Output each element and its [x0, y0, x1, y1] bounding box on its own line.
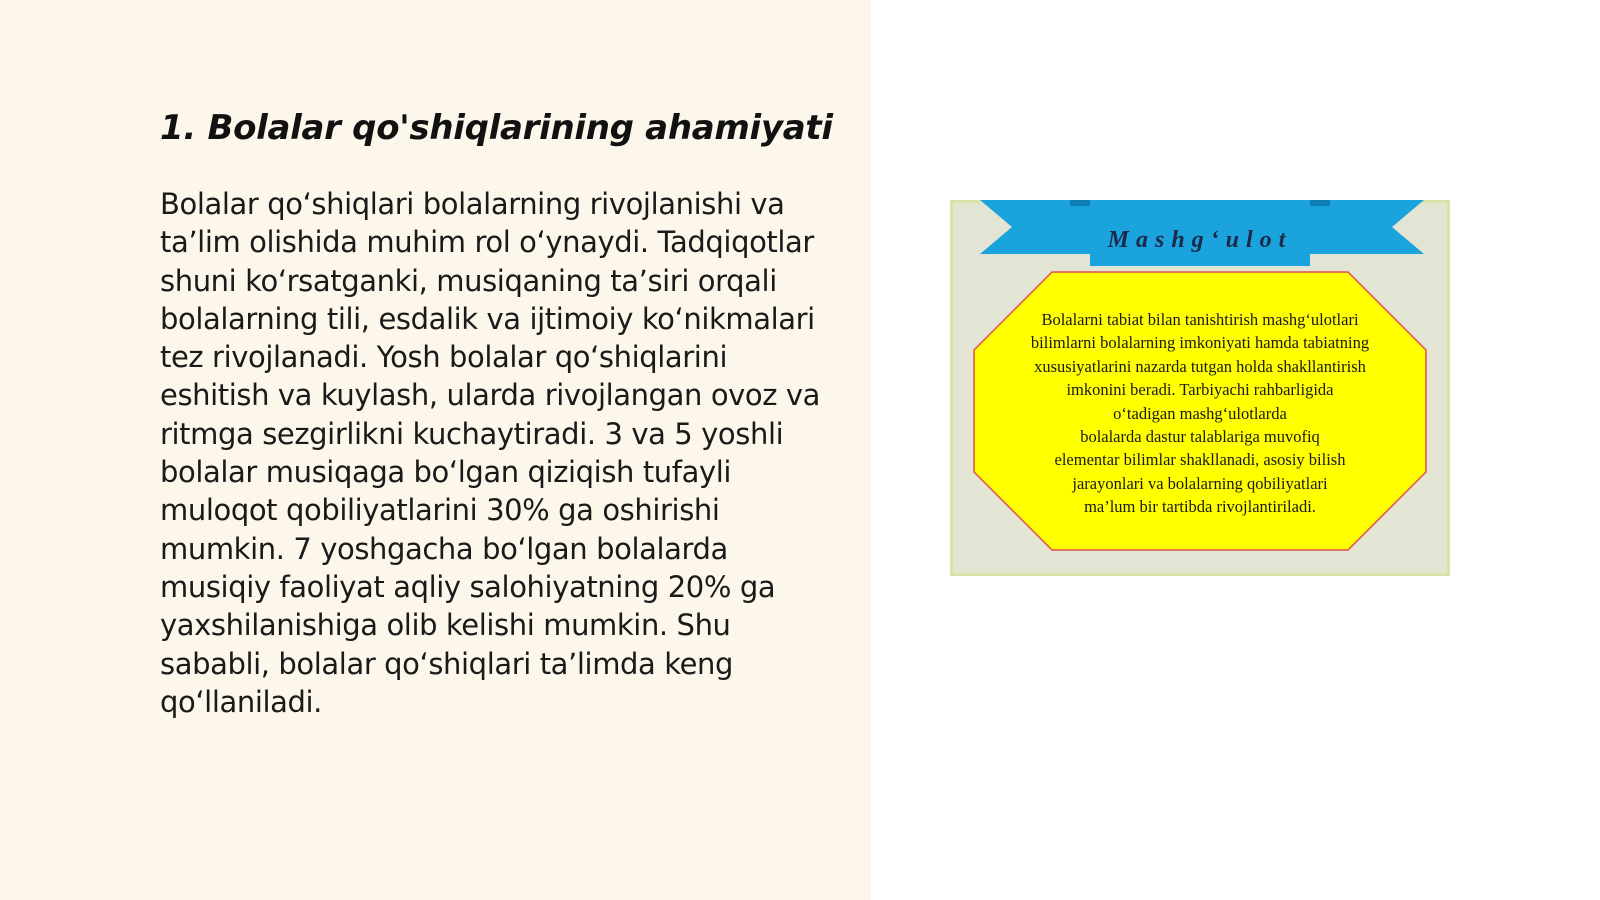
octagon-text: Bolalarni tabiat bilan tanishtirish mashg‘ulotlari bilimlarni bolalarning imkoniyati hamda tabiatning xususiyatlarini nazarda tutgan holda shakllantirish imkonini beradi. Tarbiyachi rahbarligida o‘tadigan mashg‘ulotlarda bolalarda dastur talablariga muvofiq elementar bilimlar shakllanadi, asosiy bilish jarayonlari va bolalarning qobiliyatlari ma’lum bir tartibda rivojlantiriladi. [1030, 310, 1370, 517]
banner-title: Mashg‘ulot [1107, 227, 1293, 253]
mashgulot-figure [950, 200, 1450, 576]
body-paragraph: Bolalar qo‘shiqlari bolalarning rivojlanishi va ta’lim olishida muhim rol o‘ynaydi. Tadqiqotlar shuni ko‘rsatganki, musiqaning ta’siri orqali bolalarning tili, esdalik va ijtimoiy ko‘nikmalari tez rivojlanadi. Yosh bolalar qo‘shiqlarini eshitish va kuylash, ularda rivojlangan ovoz va ritmga sezgirlikni kuchaytiradi. 3 va 5 yoshli bolalar musiqaga bo‘lgan qiziqish tufayli muloqot qobiliyatlarini 30% ga oshirishi mumkin. 7 yoshgacha bo‘lgan bolalarda musiqiy faoliyat aqliy salohiyatning 20% ga yaxshilanishiga olib kelishi mumkin. Shu sababli, bolalar qo‘shiqlari ta’limda keng qo‘llaniladi. [160, 187, 821, 719]
slide-title: 1. Bolalar qo'shiqlarining ahamiyati [160, 108, 833, 148]
